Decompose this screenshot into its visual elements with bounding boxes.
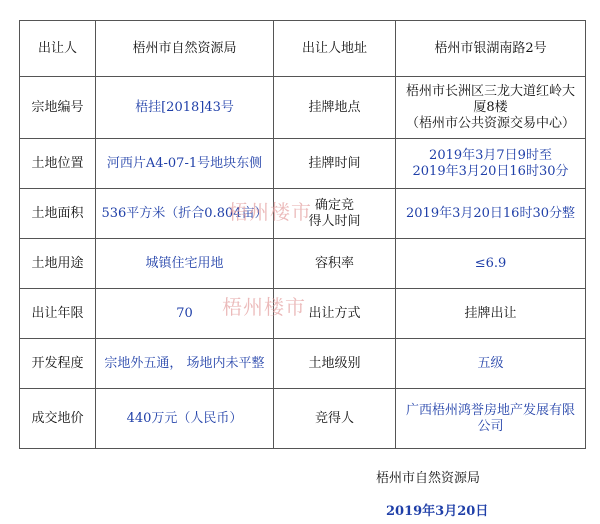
winning-bidder-line: 广西梧州鸿誉房地产发展有限 [405, 402, 575, 418]
value-grantor: 梧州市自然资源局 [96, 21, 274, 77]
listing-location-line: 梧州市长洲区三龙大道红岭大 [405, 83, 575, 99]
footer-date: 2019年3月20日 [386, 504, 489, 519]
label-land-location: 土地位置 [20, 139, 96, 189]
table-row [20, 21, 586, 77]
label-transfer-term: 出让年限 [20, 289, 96, 339]
label-listing-time: 挂牌时间 [274, 139, 396, 189]
label-winning-bidder: 竞得人 [274, 389, 396, 449]
value-land-location: 河西片A4-07-1号地块东侧 [96, 139, 274, 189]
listing-time-line: 2019年3月7日9时至 [429, 147, 552, 163]
label-development-level: 开发程度 [20, 339, 96, 389]
listing-location-line: 厦8楼 [473, 99, 508, 115]
label-grantor-address: 出让人地址 [274, 21, 396, 77]
value-winner-determination-time: 2019年3月20日16时30分整 [396, 189, 586, 239]
label-land-use: 土地用途 [20, 239, 96, 289]
value-land-use: 城镇住宅用地 [96, 239, 274, 289]
value-listing-time [396, 139, 586, 189]
value-plot-ratio: ≤6.9 [396, 239, 586, 289]
value-transaction-price: 440万元（人民币） [96, 389, 274, 449]
land-transfer-table [19, 20, 586, 449]
value-transfer-method: 挂牌出让 [396, 289, 586, 339]
table-row [20, 139, 586, 189]
value-listing-location [396, 77, 586, 139]
winner-time-label-line: 得人时间 [308, 213, 361, 229]
label-listing-location: 挂牌地点 [274, 77, 396, 139]
table-row [20, 239, 586, 289]
value-land-area: 536平方米（折合0.804亩） [96, 189, 274, 239]
label-grantor: 出让人 [20, 21, 96, 77]
winning-bidder-line: 公司 [477, 418, 504, 434]
value-grantor-address: 梧州市银湖南路2号 [396, 21, 586, 77]
value-winning-bidder [396, 389, 586, 449]
label-transaction-price: 成交地价 [20, 389, 96, 449]
watermark-text: 梧州楼市 [228, 200, 312, 224]
value-parcel-number: 梧挂[2018]43号 [96, 77, 274, 139]
label-land-area: 土地面积 [20, 189, 96, 239]
label-parcel-number: 宗地编号 [20, 77, 96, 139]
listing-time-line: 2019年3月20日16时30分 [412, 163, 569, 179]
value-development-level: 宗地外五通， 场地内未平整 [96, 339, 274, 389]
winner-time-label-line: 确定竞 [314, 197, 354, 213]
label-land-grade: 土地级别 [274, 339, 396, 389]
label-transfer-method: 出让方式 [274, 289, 396, 339]
table-row [20, 389, 586, 449]
footer-organization: 梧州市自然资源局 [376, 471, 481, 486]
label-plot-ratio: 容积率 [274, 239, 396, 289]
table-row [20, 339, 586, 389]
value-land-grade: 五级 [396, 339, 586, 389]
listing-location-line: （梧州市公共资源交易中心） [405, 115, 575, 131]
watermark-text: 梧州楼市 [222, 295, 306, 319]
table-row [20, 77, 586, 139]
value-transfer-term: 70 [96, 289, 274, 339]
